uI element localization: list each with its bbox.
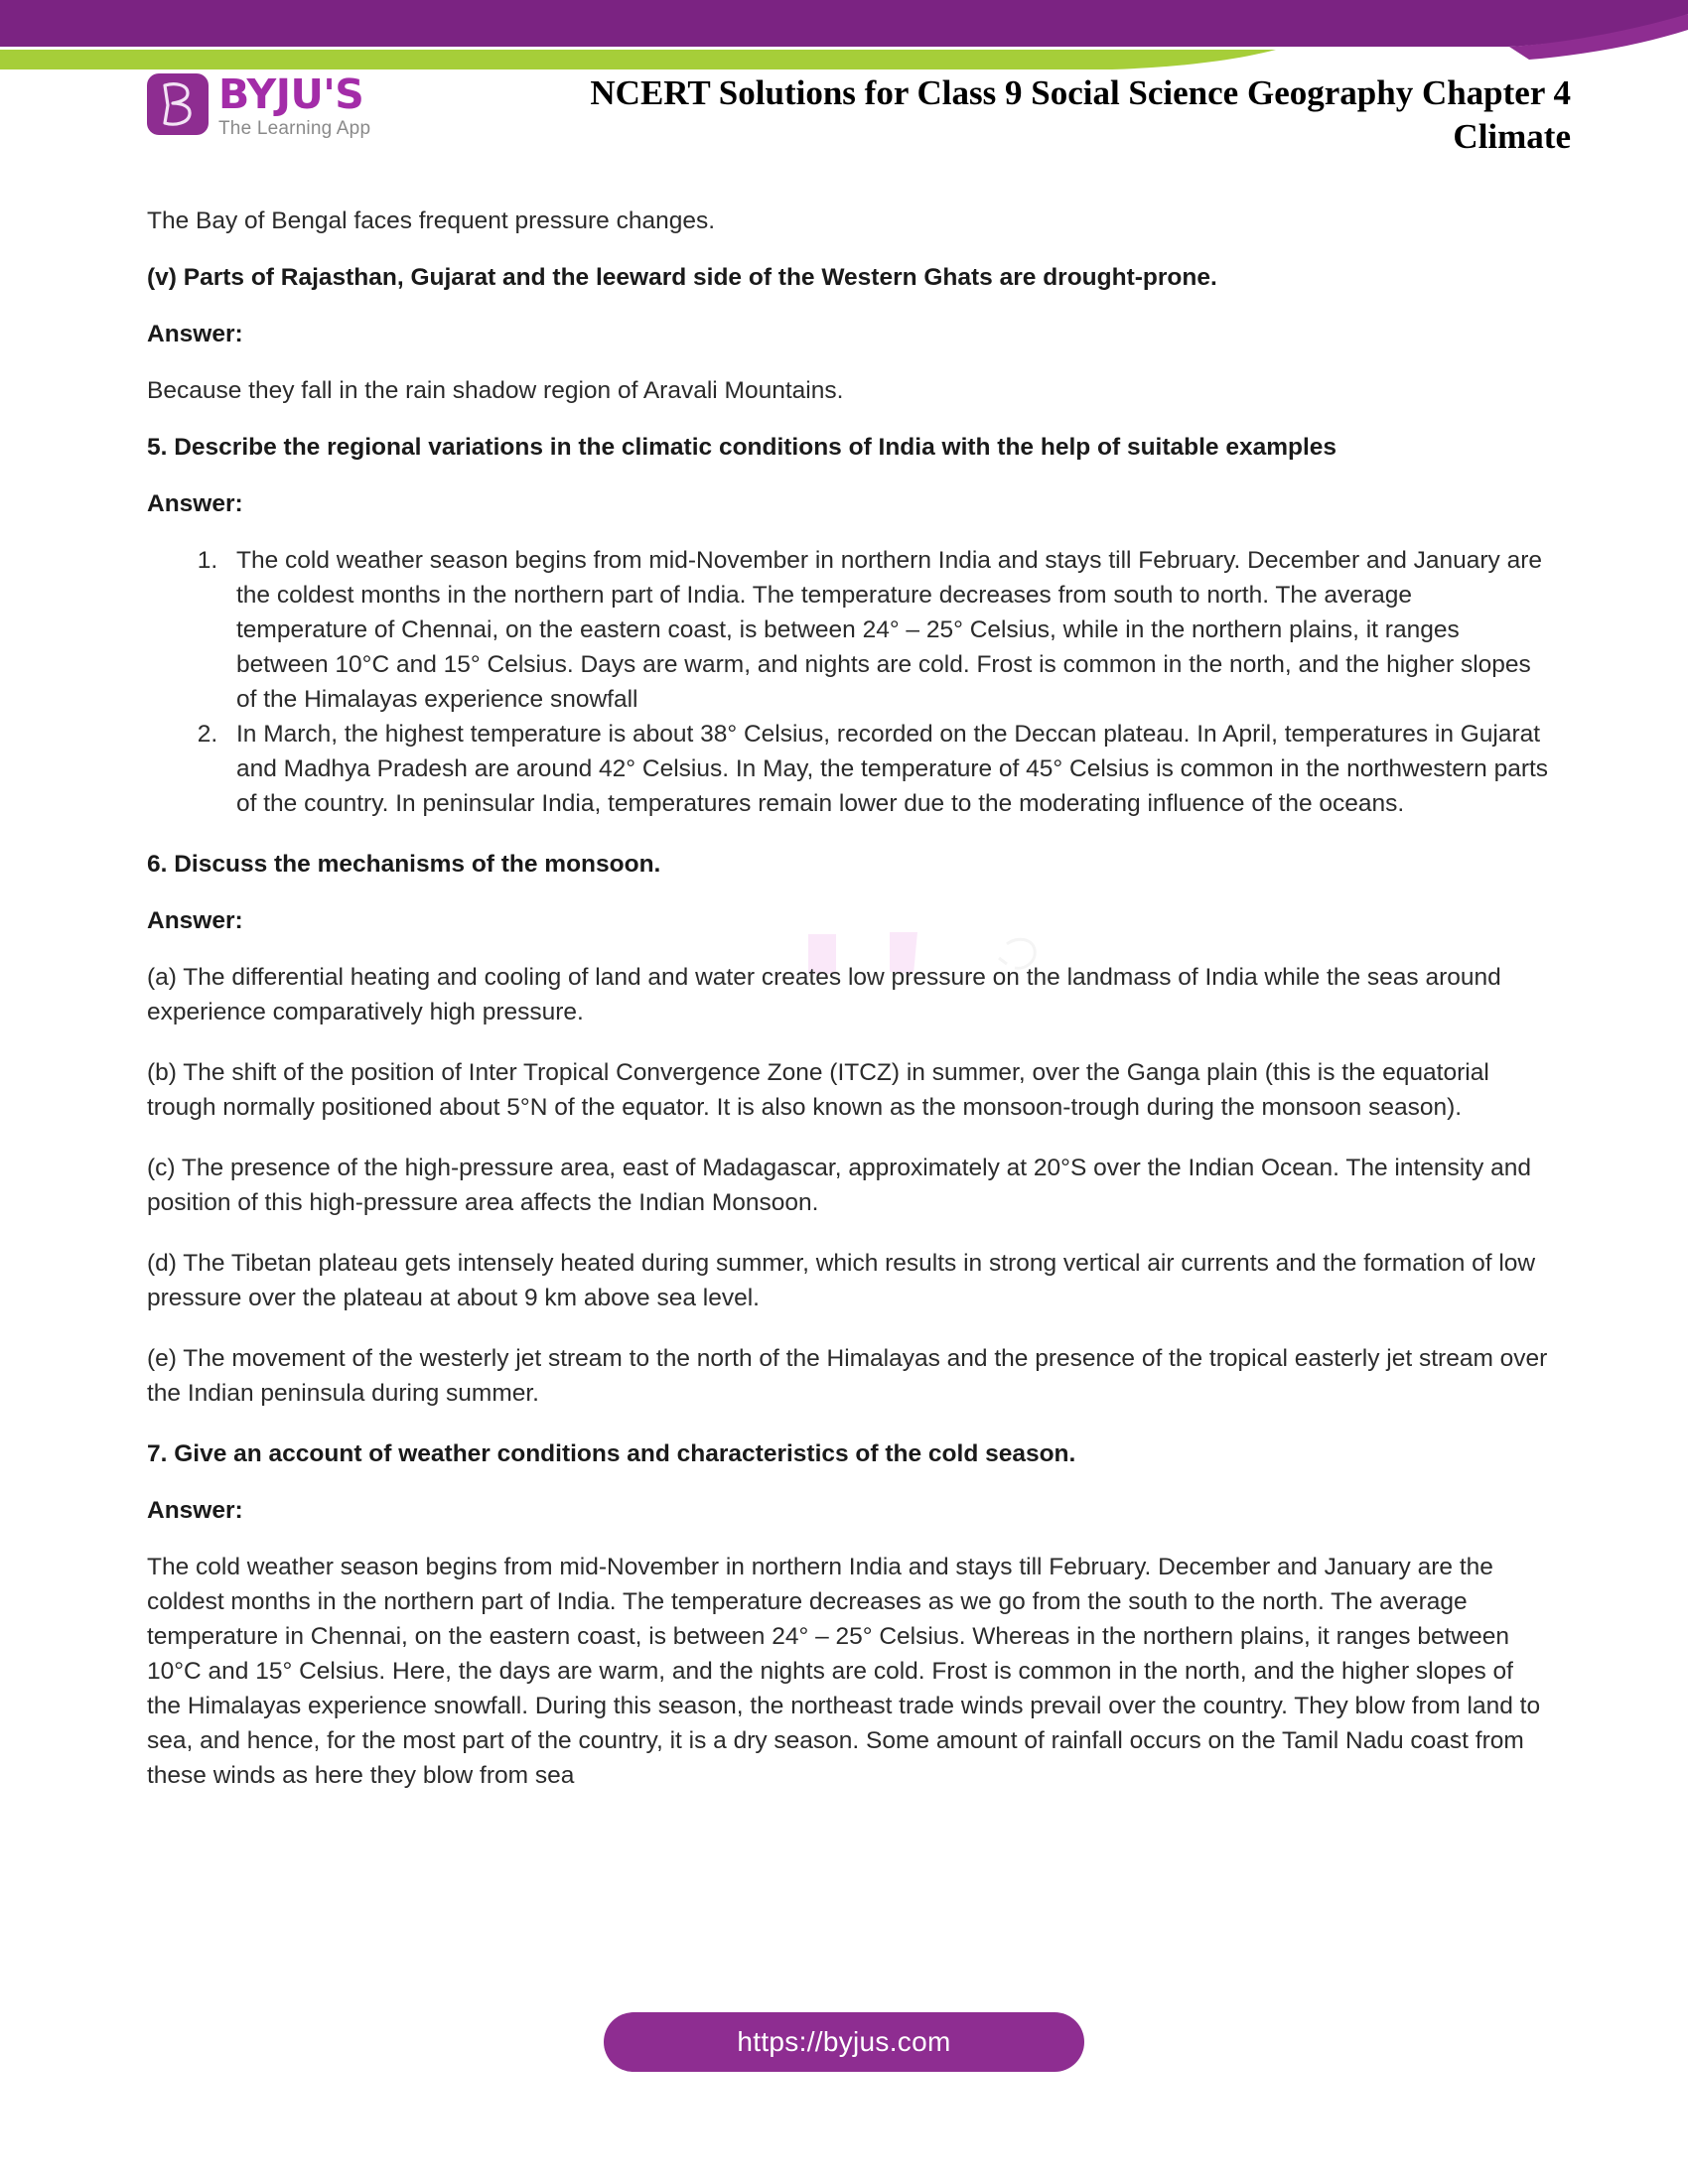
purple-bar-shape (0, 0, 1688, 47)
byjus-tagline: The Learning App (218, 118, 371, 139)
header-decorative-bars (0, 0, 1688, 69)
answer-label-v: Answer: (147, 321, 243, 347)
masthead (0, 62, 1688, 181)
answer-7-text: The cold weather season begins from mid-November in northern India and stays till February. December and January are the coldest months in the northern part of India. The temperature decreases as we go from the south to the north. The average temperature in Chennai, on the eastern coast, is between 24° – 25° Celsius. Whereas in the northern plains, it ranges between 10°C and 15° Celsius. Here, the days are warm, and the nights are cold. Frost is common in the north, and the higher slopes of the Himalayas experience snowfall. During this season, the northeast trade winds prevail over the country. They blow from land to sea, and hence, for the most part of the country, it is a dry season. Some amount of rainfall occurs on the Tamil Nadu coast from these winds as here they blow from sea (147, 1554, 1541, 1789)
answer-label-5: Answer: (147, 490, 243, 517)
paragraph-intro: The Bay of Bengal faces frequent pressure changes. (147, 207, 716, 234)
document-body (147, 204, 1549, 1819)
byjus-b-icon (147, 73, 209, 135)
answer-label-7: Answer: (147, 1497, 243, 1524)
byjus-wordmark: BYJU'S (218, 70, 364, 118)
page-title (459, 71, 1571, 159)
answer-6-point-c: (c) The presence of the high-pressure area, east of Madagascar, approximately at 20°S over the Indian Ocean. The intensity and position of this high-pressure area affects the Indian Monsoon. (147, 1155, 1531, 1216)
list-item: 1. The cold weather season begins from mid-November in northern India and stays till February. December and January are the coldest months in the northern part of India. The temperature decreases from south to north. The average temperature of Chennai, on the eastern coast, is between 24° – 25° Celsius, while in the northern plains, it ranges between 10°C and 15° Celsius. Days are warm, and nights are cold. Frost is common in the north, and the higher slopes of the Himalayas experience snowfall (224, 543, 1549, 717)
page-title-line-2: Climate (1453, 117, 1571, 156)
answer-6-point-a: (a) The differential heating and cooling of land and water creates low pressure on the landmass of India while the seas around experience comparatively high pressure. (147, 964, 1501, 1025)
list-item: 2. In March, the highest temperature is about 38° Celsius, recorded on the Deccan plateau. In April, temperatures in Gujarat and Madhya Pradesh are around 42° Celsius. In May, the temperature of 45° Celsius is common in the northwestern parts of the country. In peninsular India, temperatures remain lower due to the moderating influence of the oceans. (224, 717, 1549, 821)
page-title-line-1: NCERT Solutions for Class 9 Social Science Geography Chapter 4 (590, 73, 1571, 112)
question-5: 5. Describe the regional variations in the climatic conditions of India with the help of suitable examples (147, 434, 1337, 461)
answer-label-6: Answer: (147, 907, 243, 934)
question-7: 7. Give an account of weather conditions and characteristics of the cold season. (147, 1440, 1076, 1467)
byjus-url-button[interactable]: https://byjus.com (604, 2012, 1084, 2072)
byjus-logo[interactable] (147, 70, 371, 140)
answer-5-list (147, 543, 1549, 821)
question-6: 6. Discuss the mechanisms of the monsoon. (147, 851, 661, 878)
answer-6-point-d: (d) The Tibetan plateau gets intensely heated during summer, which results in strong vertical air currents and the formation of low pressure over the plateau at about 9 km above sea level. (147, 1250, 1536, 1311)
answer-text-v: Because they fall in the rain shadow region of Aravali Mountains. (147, 377, 844, 404)
answer-6-point-b: (b) The shift of the position of Inter Tropical Convergence Zone (ITCZ) in summer, over the Ganga plain (this is the equatorial trough normally positioned about 5°N of the equator. It is also known as the monsoon-trough during the monsoon season). (147, 1059, 1489, 1121)
answer-6-point-e: (e) The movement of the westerly jet stream to the north of the Himalayas and the presence of the tropical easterly jet stream over the Indian peninsula during summer. (147, 1345, 1548, 1407)
question-v: (v) Parts of Rajasthan, Gujarat and the leeward side of the Western Ghats are drought-prone. (147, 264, 1217, 291)
